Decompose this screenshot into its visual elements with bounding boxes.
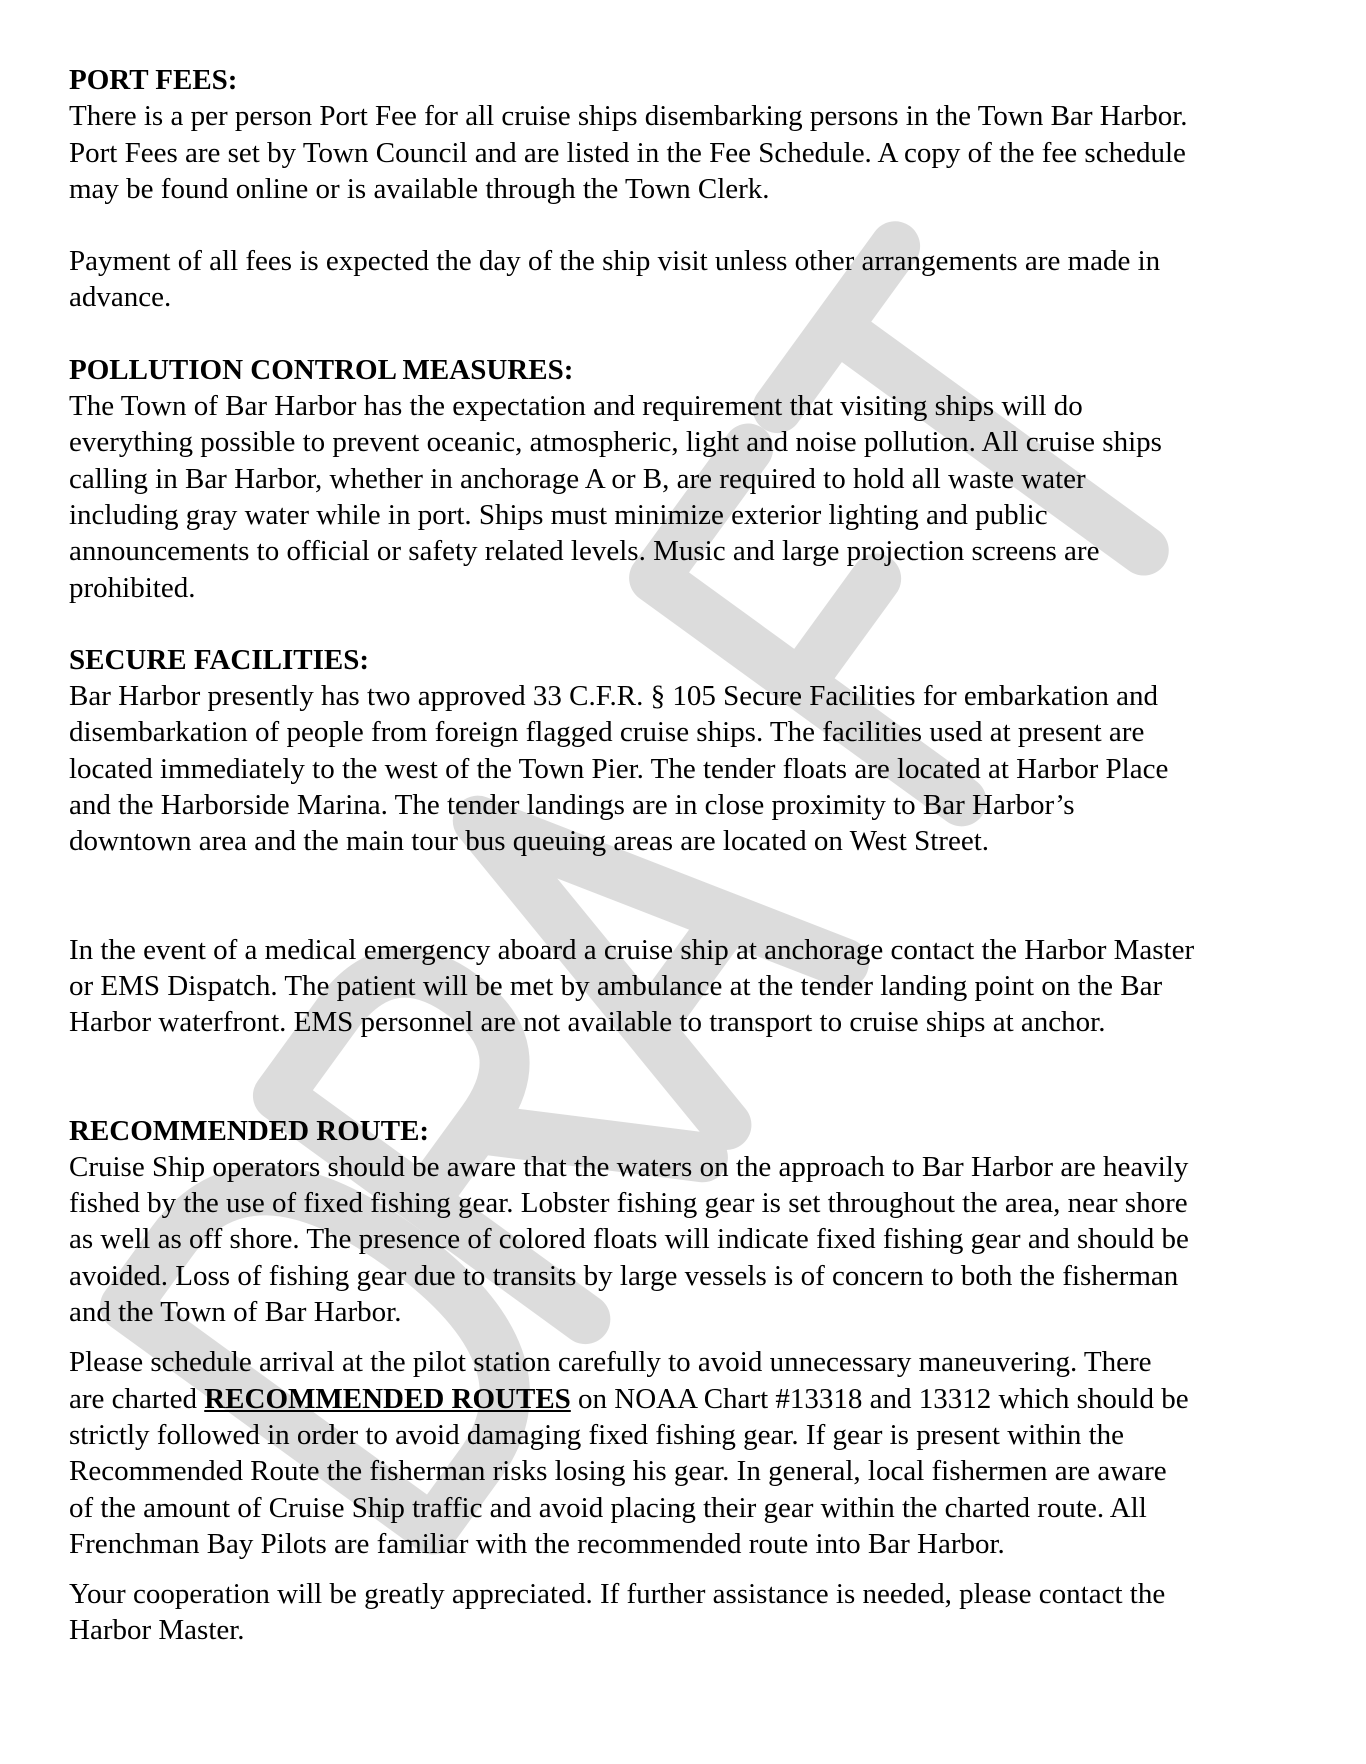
- pollution-heading: POLLUTION CONTROL MEASURES:: [69, 353, 574, 386]
- port-fees-paragraph-2: Payment of all fees is expected the day of the ship visit unless other arrangements are made in advance.: [69, 245, 1161, 314]
- port-fees-heading: PORT FEES:: [69, 64, 238, 96]
- port-fees-paragraph-1: There is a per person Port Fee for all cruise ships disembarking persons in the Town Bar Harbor. Port Fees are set by Town Council and are listed in the Fee Schedule. A copy of the fee schedule may be found online or is available through the Town Clerk.: [69, 100, 1188, 205]
- secure-facilities-paragraph-2: In the event of a medical emergency aboard a cruise ship at anchorage contact the Harbor Master or EMS Dispatch. The patient will be met by ambulance at the tender landing point on the Bar Harbor waterfront. EMS personnel are not available to transport to cruise ships at anchor.: [69, 933, 1195, 1039]
- recommended-route-paragraph-2: Please schedule arrival at the pilot station carefully to avoid unnecessary maneuvering. There are charted RECOMMENDED ROUTES on NOAA Chart #13318 and 13312 which should be strictly followed in order to avoid damaging fixed fishing gear. If gear is present within the Recommended Route the fisherman risks losing his gear. In general, local fishermen are aware of the amount of Cruise Ship traffic and avoid placing their gear within the charted route. All Frenchman Bay Pilots are familiar with the recommended route into Bar Harbor.: [69, 1346, 1189, 1560]
- document-page: [69, 62, 1319, 1649]
- secure-facilities-heading: SECURE FACILITIES:: [69, 643, 370, 676]
- pollution-paragraph: The Town of Bar Harbor has the expectation and requirement that visiting ships will do everything possible to prevent oceanic, atmospheric, light and noise pollution. All cruise ships calling in Bar Harbor, whether in anchorage A or B, are required to hold all waste water including gray water while in port. Ships must minimize exterior lighting and public announcements to official or safety related levels. Music and large projection screens are prohibited.: [69, 390, 1162, 604]
- recommended-route-heading: RECOMMENDED ROUTE:: [69, 1114, 430, 1147]
- recommended-route-paragraph-3: Your cooperation will be greatly appreciated. If further assistance is needed, please contact the Harbor Master.: [69, 1578, 1166, 1647]
- recommended-route-paragraph-1: Cruise Ship operators should be aware that the waters on the approach to Bar Harbor are heavily fished by the use of fixed fishing gear. Lobster fishing gear is set throughout the area, near shore as well as off shore. The presence of colored floats will indicate fixed fishing gear and should be avoided. Loss of fishing gear due to transits by large vessels is of concern to both the fisherman and the Town of Bar Harbor.: [69, 1150, 1189, 1329]
- recommended-routes-emphasis: RECOMMENDED ROUTES: [204, 1382, 571, 1415]
- secure-facilities-paragraph-1: Bar Harbor presently has two approved 33 C.F.R. § 105 Secure Facilities for embarkation and disembarkation of people from foreign flagged cruise ships. The facilities used at present are located immediately to the west of the Town Pier. The tender floats are located at Harbor Place and the Harborside Marina. The tender landings are in close proximity to Bar Harbor’s downtown area and the main tour bus queuing areas are located on West Street.: [69, 680, 1169, 858]
